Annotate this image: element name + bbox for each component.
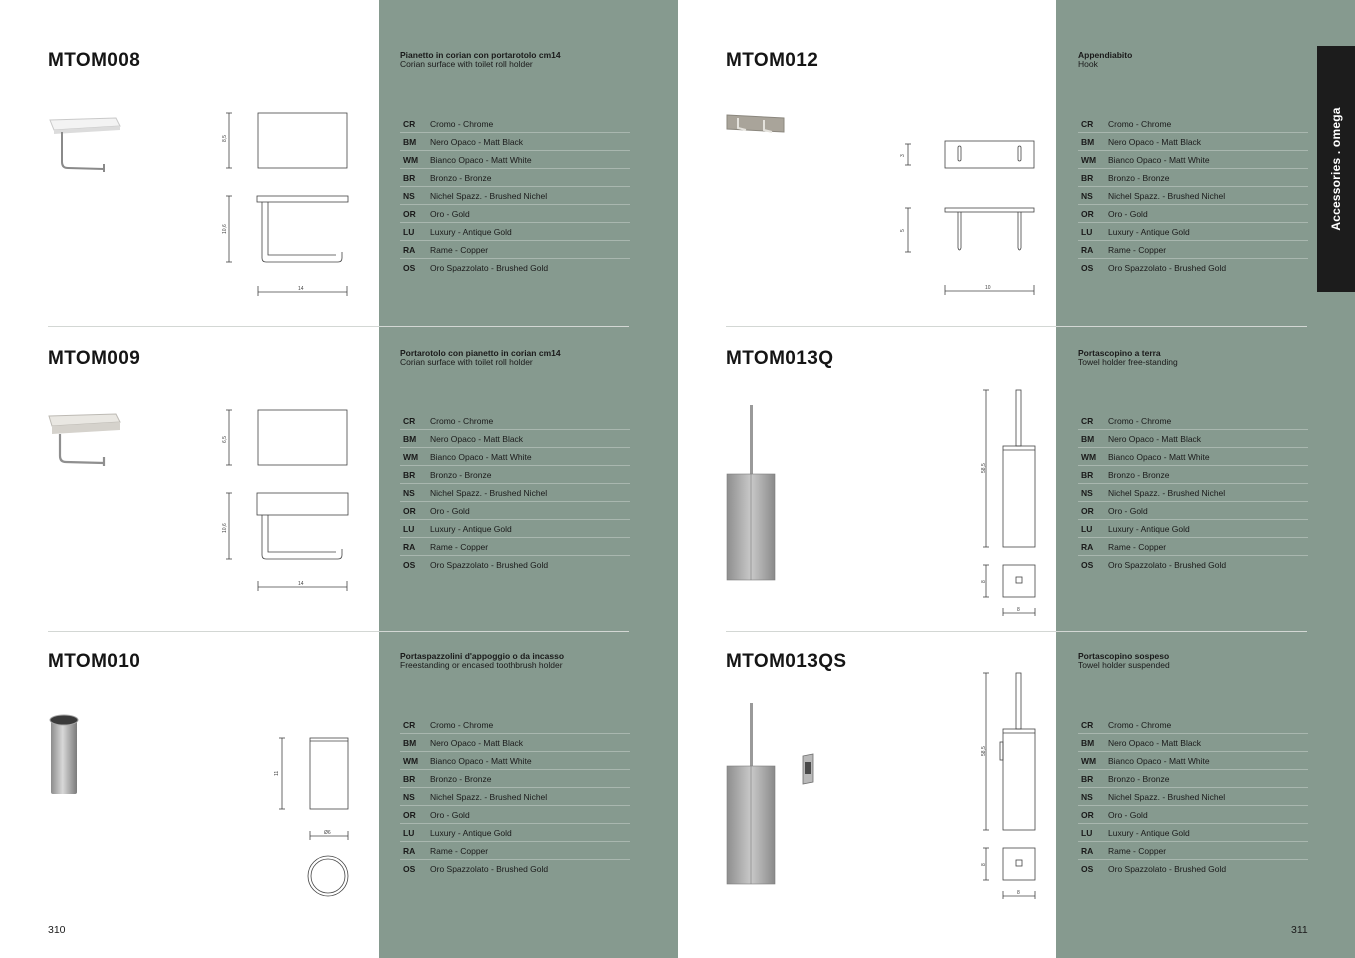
finish-code: BM: [1081, 136, 1095, 147]
finish-code: RA: [1081, 244, 1094, 255]
finish-code: WM: [403, 755, 419, 766]
finish-row: [1078, 466, 1308, 484]
finish-code: OR: [1081, 208, 1094, 219]
finish-code: BR: [1081, 773, 1094, 784]
finish-name: Rame - Copper: [1108, 541, 1167, 552]
finish-row: [400, 205, 630, 223]
finish-code: RA: [403, 845, 416, 856]
finish-code: LU: [403, 523, 415, 534]
finish-name: Luxury - Antique Gold: [1108, 226, 1190, 237]
dimension-label: 8: [1017, 607, 1020, 613]
finish-code: NS: [403, 190, 415, 201]
dimension-label: 14: [298, 581, 304, 587]
finish-name: Oro - Gold: [430, 809, 470, 820]
finish-row: [1078, 806, 1308, 824]
finish-table: [400, 716, 630, 878]
dimension-label: 10,6: [222, 523, 228, 533]
finish-code: BR: [403, 773, 416, 784]
product-description: [400, 652, 564, 670]
dimension-label: 14: [298, 286, 304, 292]
finish-name: Oro - Gold: [1108, 505, 1148, 516]
finish-table: [1078, 115, 1308, 277]
finish-row: [400, 448, 630, 466]
finish-name: Rame - Copper: [1108, 845, 1167, 856]
finish-code: CR: [403, 719, 416, 730]
finish-code: NS: [403, 791, 415, 802]
finish-code: OS: [403, 864, 416, 874]
finish-code: LU: [403, 827, 415, 838]
finish-code: WM: [1081, 154, 1097, 165]
finish-row: [1078, 842, 1308, 860]
product-code: MTOM012: [726, 50, 819, 71]
finish-name: Nichel Spazz. - Brushed Nichel: [430, 487, 548, 498]
finish-row: [400, 538, 630, 556]
finish-name: Bronzo - Bronze: [430, 469, 492, 480]
dimension-label: 8: [1017, 890, 1020, 896]
product-photo-roll-holder-shelf: [46, 410, 126, 468]
product-photo-brush-holder-suspended: [724, 700, 780, 888]
finish-name: Cromo - Chrome: [1108, 415, 1172, 426]
finish-code: OS: [1081, 864, 1094, 874]
finish-row: [400, 169, 630, 187]
finish-row: [1078, 502, 1308, 520]
finish-name: Luxury - Antique Gold: [430, 226, 512, 237]
product-code: MTOM008: [48, 50, 141, 71]
finish-code: OR: [403, 208, 416, 219]
product-photo-wall-bracket: [799, 752, 817, 788]
finish-row: [400, 151, 630, 169]
finish-row: [400, 223, 630, 241]
finish-row: [1078, 556, 1308, 574]
finish-code: LU: [1081, 827, 1093, 838]
finish-code: RA: [403, 244, 416, 255]
finish-row: [400, 788, 630, 806]
page-number-left: 310: [48, 924, 66, 936]
finish-code: BR: [403, 469, 416, 480]
title-en: Corian surface with toilet roll holder: [400, 357, 533, 367]
separator: [48, 326, 629, 327]
finish-code: BM: [403, 136, 417, 147]
finish-name: Cromo - Chrome: [1108, 719, 1172, 730]
finish-name: Cromo - Chrome: [1108, 118, 1172, 129]
finish-code: OS: [1081, 263, 1094, 273]
finish-row: [1078, 824, 1308, 842]
finish-name: Oro Spazzolato - Brushed Gold: [1108, 864, 1227, 874]
finish-row: [1078, 770, 1308, 788]
finish-code: BM: [403, 433, 417, 444]
finish-row: [400, 430, 630, 448]
finish-code: BM: [1081, 433, 1095, 444]
finish-code: RA: [403, 541, 416, 552]
finish-code: BR: [1081, 469, 1094, 480]
finish-row: [1078, 187, 1308, 205]
separator: [726, 326, 1307, 327]
finish-table: [400, 115, 630, 277]
finish-code: OS: [403, 263, 416, 273]
finish-row: [400, 241, 630, 259]
finish-code: LU: [1081, 226, 1093, 237]
separator: [726, 631, 1307, 632]
title-it: Portaspazzolini d'appoggio o da incasso: [400, 651, 565, 661]
section-tab-label: Accessories . omega: [1329, 107, 1343, 231]
finish-row: [400, 734, 630, 752]
separator: [48, 631, 629, 632]
finish-name: Nero Opaco - Matt Black: [430, 136, 524, 147]
finish-name: Cromo - Chrome: [430, 415, 494, 426]
finish-name: Bianco Opaco - Matt White: [430, 755, 532, 766]
finish-code: OR: [403, 505, 416, 516]
finish-code: BM: [1081, 737, 1095, 748]
product-code: MTOM013Q: [726, 348, 834, 369]
finish-code: WM: [403, 451, 419, 462]
finish-name: Oro - Gold: [1108, 208, 1148, 219]
dimension-label: 11: [274, 770, 280, 776]
finish-row: [400, 752, 630, 770]
finish-row: [400, 484, 630, 502]
finish-row: [1078, 788, 1308, 806]
finish-row: [1078, 223, 1308, 241]
finish-name: Rame - Copper: [1108, 244, 1167, 255]
finish-row: [400, 716, 630, 734]
technical-drawing: [220, 405, 360, 597]
finish-row: [400, 806, 630, 824]
finish-row: [1078, 259, 1308, 277]
finish-name: Bianco Opaco - Matt White: [1108, 451, 1210, 462]
finish-row: [1078, 484, 1308, 502]
finish-name: Oro - Gold: [430, 505, 470, 516]
finish-code: CR: [403, 118, 416, 129]
finish-row: [400, 133, 630, 151]
finish-code: CR: [1081, 719, 1094, 730]
dimension-label: 10: [985, 285, 991, 291]
finish-row: [1078, 151, 1308, 169]
finish-row: [1078, 430, 1308, 448]
finish-code: OS: [1081, 560, 1094, 570]
finish-code: WM: [1081, 451, 1097, 462]
finish-row: [1078, 538, 1308, 556]
dimension-label: 58,5: [981, 746, 987, 756]
product-photo-tumbler: [48, 712, 80, 798]
finish-code: LU: [1081, 523, 1093, 534]
finish-row: [400, 187, 630, 205]
finish-row: [1078, 169, 1308, 187]
dimension-label: 8: [981, 580, 987, 583]
finish-name: Bianco Opaco - Matt White: [430, 154, 532, 165]
finish-code: LU: [403, 226, 415, 237]
finish-row: [400, 259, 630, 277]
title-en: Hook: [1078, 59, 1098, 69]
technical-drawing: [220, 108, 360, 300]
finish-code: OR: [403, 809, 416, 820]
finish-name: Bianco Opaco - Matt White: [1108, 154, 1210, 165]
finish-name: Rame - Copper: [430, 845, 489, 856]
finish-code: WM: [403, 154, 419, 165]
dimension-label: 8,5: [222, 135, 228, 142]
finish-code: RA: [1081, 541, 1094, 552]
product-description: [400, 51, 561, 69]
product-photo-shelf-roll-holder: [46, 112, 126, 174]
finish-row: [400, 842, 630, 860]
finish-name: Bronzo - Bronze: [1108, 773, 1170, 784]
finish-name: Nero Opaco - Matt Black: [430, 737, 524, 748]
finish-row: [400, 770, 630, 788]
finish-name: Nero Opaco - Matt Black: [1108, 433, 1202, 444]
finish-code: BR: [403, 172, 416, 183]
finish-row: [1078, 412, 1308, 430]
finish-row: [400, 115, 630, 133]
finish-row: [1078, 241, 1308, 259]
section-tab: [1317, 46, 1355, 292]
finish-name: Oro Spazzolato - Brushed Gold: [430, 864, 549, 874]
finish-row: [400, 860, 630, 878]
finish-row: [1078, 734, 1308, 752]
finish-row: [400, 824, 630, 842]
finish-row: [400, 502, 630, 520]
finish-code: CR: [403, 415, 416, 426]
dimension-label: Ø6: [324, 830, 331, 836]
title-en: Corian surface with toilet roll holder: [400, 59, 533, 69]
finish-code: BM: [403, 737, 417, 748]
finish-name: Oro - Gold: [430, 208, 470, 219]
title-it: Portascopino sospeso: [1078, 651, 1170, 661]
product-code: MTOM013QS: [726, 651, 847, 672]
finish-row: [1078, 752, 1308, 770]
technical-drawing: [976, 385, 1046, 617]
dimension-label: 58,5: [981, 463, 987, 473]
title-it: Portarotolo con pianetto in corian cm14: [400, 348, 561, 358]
finish-code: CR: [1081, 415, 1094, 426]
dimension-label: 3: [900, 154, 906, 157]
page-number-right: 311: [1291, 924, 1308, 936]
finish-row: [1078, 115, 1308, 133]
title-en: Freestanding or encased toothbrush holder: [400, 660, 563, 670]
finish-name: Nichel Spazz. - Brushed Nichel: [1108, 487, 1226, 498]
finish-code: CR: [1081, 118, 1094, 129]
finish-name: Oro Spazzolato - Brushed Gold: [1108, 560, 1227, 570]
title-it: Portascopino a terra: [1078, 348, 1161, 358]
finish-code: NS: [403, 487, 415, 498]
finish-row: [1078, 860, 1308, 878]
finish-table: [1078, 412, 1308, 574]
product-description: [400, 349, 561, 367]
finish-row: [400, 520, 630, 538]
product-description: [1078, 349, 1178, 367]
finish-code: NS: [1081, 791, 1093, 802]
title-en: Towel holder suspended: [1078, 660, 1170, 670]
finish-name: Bianco Opaco - Matt White: [1108, 755, 1210, 766]
finish-code: OS: [403, 560, 416, 570]
finish-code: OR: [1081, 809, 1094, 820]
product-code: MTOM009: [48, 348, 141, 369]
product-description: [1078, 51, 1132, 69]
finish-name: Cromo - Chrome: [430, 118, 494, 129]
finish-row: [1078, 520, 1308, 538]
product-description: [1078, 652, 1170, 670]
product-photo-hook: [724, 110, 790, 138]
product-photo-brush-holder: [724, 402, 780, 586]
technical-drawing: [272, 733, 362, 899]
finish-code: WM: [1081, 755, 1097, 766]
finish-name: Bronzo - Bronze: [1108, 469, 1170, 480]
finish-name: Luxury - Antique Gold: [1108, 827, 1190, 838]
finish-name: Luxury - Antique Gold: [430, 827, 512, 838]
finish-name: Luxury - Antique Gold: [430, 523, 512, 534]
title-it: Pianetto in corian con portarotolo cm14: [400, 50, 561, 60]
technical-drawing: [896, 136, 1042, 296]
finish-code: BR: [1081, 172, 1094, 183]
finish-name: Bianco Opaco - Matt White: [430, 451, 532, 462]
dimension-label: 10,6: [222, 224, 228, 234]
dimension-label: 5: [900, 229, 906, 232]
finish-code: OR: [1081, 505, 1094, 516]
finish-name: Nero Opaco - Matt Black: [1108, 737, 1202, 748]
finish-name: Nichel Spazz. - Brushed Nichel: [430, 190, 548, 201]
finish-row: [1078, 448, 1308, 466]
finish-row: [1078, 205, 1308, 223]
finish-name: Luxury - Antique Gold: [1108, 523, 1190, 534]
finish-row: [1078, 716, 1308, 734]
finish-name: Bronzo - Bronze: [430, 172, 492, 183]
finish-name: Bronzo - Bronze: [1108, 172, 1170, 183]
technical-drawing: [976, 668, 1046, 902]
dimension-label: 8: [981, 863, 987, 866]
finish-code: NS: [1081, 190, 1093, 201]
finish-name: Oro - Gold: [1108, 809, 1148, 820]
finish-name: Nero Opaco - Matt Black: [430, 433, 524, 444]
finish-name: Bronzo - Bronze: [430, 773, 492, 784]
finish-name: Nichel Spazz. - Brushed Nichel: [1108, 791, 1226, 802]
finish-table: [1078, 716, 1308, 878]
finish-table: [400, 412, 630, 574]
finish-code: RA: [1081, 845, 1094, 856]
finish-name: Cromo - Chrome: [430, 719, 494, 730]
finish-code: NS: [1081, 487, 1093, 498]
finish-name: Oro Spazzolato - Brushed Gold: [1108, 263, 1227, 273]
finish-name: Rame - Copper: [430, 541, 489, 552]
finish-name: Oro Spazzolato - Brushed Gold: [430, 263, 549, 273]
finish-name: Nichel Spazz. - Brushed Nichel: [1108, 190, 1226, 201]
finish-name: Oro Spazzolato - Brushed Gold: [430, 560, 549, 570]
finish-row: [1078, 133, 1308, 151]
finish-name: Rame - Copper: [430, 244, 489, 255]
title-it: Appendiabito: [1078, 50, 1133, 60]
finish-row: [400, 466, 630, 484]
dimension-label: 6,5: [222, 436, 228, 443]
finish-row: [400, 556, 630, 574]
title-en: Towel holder free-standing: [1078, 357, 1178, 367]
finish-row: [400, 412, 630, 430]
product-code: MTOM010: [48, 651, 141, 672]
finish-name: Nero Opaco - Matt Black: [1108, 136, 1202, 147]
finish-name: Nichel Spazz. - Brushed Nichel: [430, 791, 548, 802]
